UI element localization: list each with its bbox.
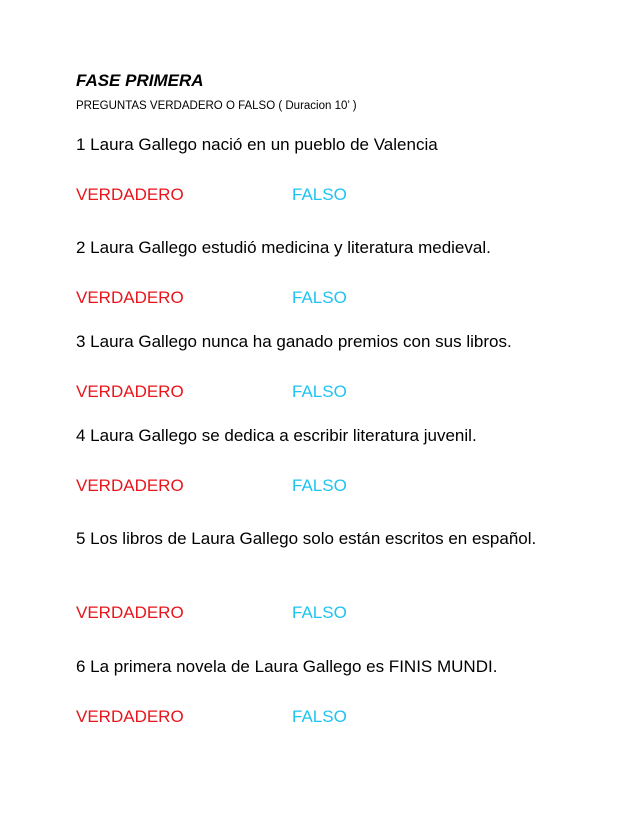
question-2-false-option[interactable]: FALSO: [292, 288, 347, 307]
question-5-false-option[interactable]: FALSO: [292, 603, 347, 622]
question-2: 2 Laura Gallego estudió medicina y literatura medieval.: [76, 238, 491, 257]
question-4-false-option[interactable]: FALSO: [292, 476, 347, 495]
question-5: 5 Los libros de Laura Gallego solo están escritos en español.: [76, 529, 537, 548]
question-3-true-option[interactable]: VERDADERO: [76, 382, 184, 401]
question-1-true-option[interactable]: VERDADERO: [76, 185, 184, 204]
question-4-true-option[interactable]: VERDADERO: [76, 476, 184, 495]
question-3: 3 Laura Gallego nunca ha ganado premios con sus libros.: [76, 332, 512, 351]
question-1: 1 Laura Gallego nació en un pueblo de Valencia: [76, 135, 438, 154]
question-6-true-option[interactable]: VERDADERO: [76, 707, 184, 726]
page-subtitle: PREGUNTAS VERDADERO O FALSO ( Duracion 10’ ): [76, 100, 357, 112]
question-6: 6 La primera novela de Laura Gallego es FINIS MUNDI.: [76, 657, 498, 676]
page-title: FASE PRIMERA: [76, 71, 204, 90]
question-3-false-option[interactable]: FALSO: [292, 382, 347, 401]
question-2-true-option[interactable]: VERDADERO: [76, 288, 184, 307]
question-4: 4 Laura Gallego se dedica a escribir literatura juvenil.: [76, 426, 477, 445]
question-5-true-option[interactable]: VERDADERO: [76, 603, 184, 622]
question-6-false-option[interactable]: FALSO: [292, 707, 347, 726]
question-1-false-option[interactable]: FALSO: [292, 185, 347, 204]
